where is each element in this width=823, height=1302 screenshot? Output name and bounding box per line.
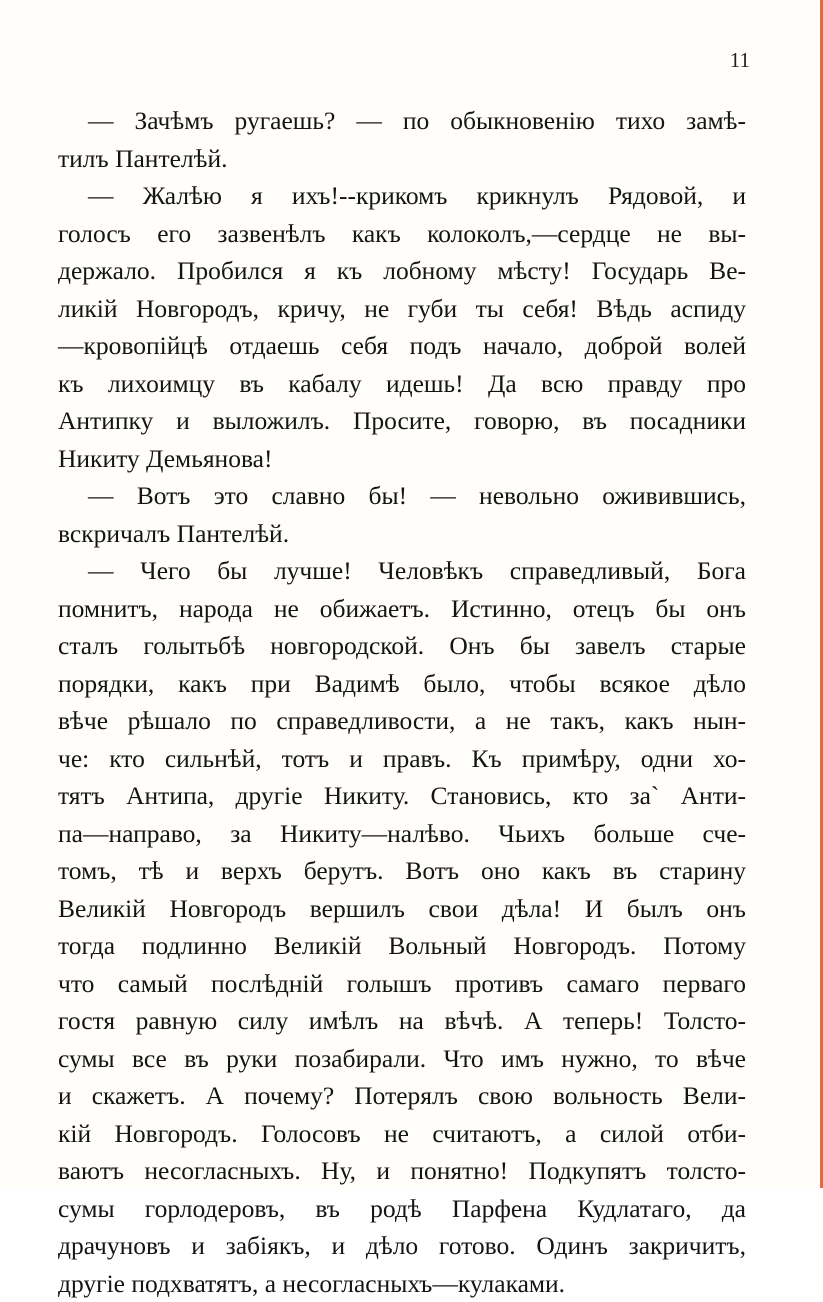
text-line: Великій Новгородъ вершилъ свои дѣла! И былъ онъ: [58, 890, 746, 928]
text-line: къ лихоимцу въ кабалу идешь! Да всю правду про: [58, 365, 746, 403]
text-line: Антипку и выложилъ. Просите, говорю, въ посадники: [58, 402, 746, 440]
text-line: сумы горлодеровъ, въ родѣ Парфена Кудлатаго, да: [58, 1190, 746, 1228]
text-line: тогда подлинно Великій Вольный Новгородъ. Потому: [58, 927, 746, 965]
text-line: томъ, тѣ и верхъ берутъ. Вотъ оно какъ въ старину: [58, 852, 746, 890]
text-line: сумы все въ руки позабирали. Что имъ нужно, то вѣче: [58, 1040, 746, 1078]
text-line: другіе подхватятъ, а несогласныхъ—кулаками.: [58, 1265, 746, 1302]
text-line: Никиту Демьянова!: [58, 440, 746, 478]
text-line: ваютъ несогласныхъ. Ну, и понятно! Подкупятъ толсто-: [58, 1152, 746, 1190]
text-line: держало. Пробился я къ лобному мѣсту! Государь Ве-: [58, 252, 746, 290]
text-line: что самый послѣдній голышъ противъ самаго перваго: [58, 965, 746, 1003]
text-line: —кровопійцѣ отдаешь себя подъ начало, доброй волей: [58, 327, 746, 365]
text-line: вѣче рѣшало по справедливости, а не такъ, какъ нын-: [58, 702, 746, 740]
text-line: — Зачѣмъ ругаешь? — по обыкновенію тихо замѣ-: [58, 102, 746, 140]
text-line: тятъ Антипа, другіе Никиту. Становись, кто за` Анти-: [58, 777, 746, 815]
text-line: вскричалъ Пантелѣй.: [58, 515, 746, 553]
body-text: [58, 102, 746, 1302]
text-line: па—направо, за Никиту—налѣво. Чьихъ больше сче-: [58, 815, 746, 853]
text-line: голосъ его зазвенѣлъ какъ колоколъ,—сердце не вы-: [58, 215, 746, 253]
text-line: — Вотъ это славно бы! — невольно оживившись,: [58, 477, 746, 515]
text-line: порядки, какъ при Вадимѣ было, чтобы всякое дѣло: [58, 665, 746, 703]
text-line: и скажетъ. А почему? Потерялъ свою вольность Вели-: [58, 1077, 746, 1115]
page-number: 11: [710, 48, 750, 73]
text-line: помнитъ, народа не обижаетъ. Истинно, отецъ бы онъ: [58, 590, 746, 628]
text-line: драчуновъ и забіякъ, и дѣло готово. Одинъ закричитъ,: [58, 1227, 746, 1265]
text-line: гостя равную силу имѣлъ на вѣчѣ. А теперь! Толсто-: [58, 1002, 746, 1040]
text-line: че: кто сильнѣй, тотъ и правъ. Къ примѣру, одни хо-: [58, 740, 746, 778]
text-line: тилъ Пантелѣй.: [58, 140, 746, 178]
text-line: — Чего бы лучше! Человѣкъ справедливый, Бога: [58, 552, 746, 590]
text-line: кій Новгородъ. Голосовъ не считаютъ, а силой отби-: [58, 1115, 746, 1153]
text-line: сталъ голытьбѣ новгородской. Онъ бы завелъ старые: [58, 627, 746, 665]
text-line: ликій Новгородъ, кричу, не губи ты себя! Вѣдь аспиду: [58, 290, 746, 328]
text-line: — Жалѣю я ихъ!--крикомъ крикнулъ Рядовой, и: [58, 177, 746, 215]
